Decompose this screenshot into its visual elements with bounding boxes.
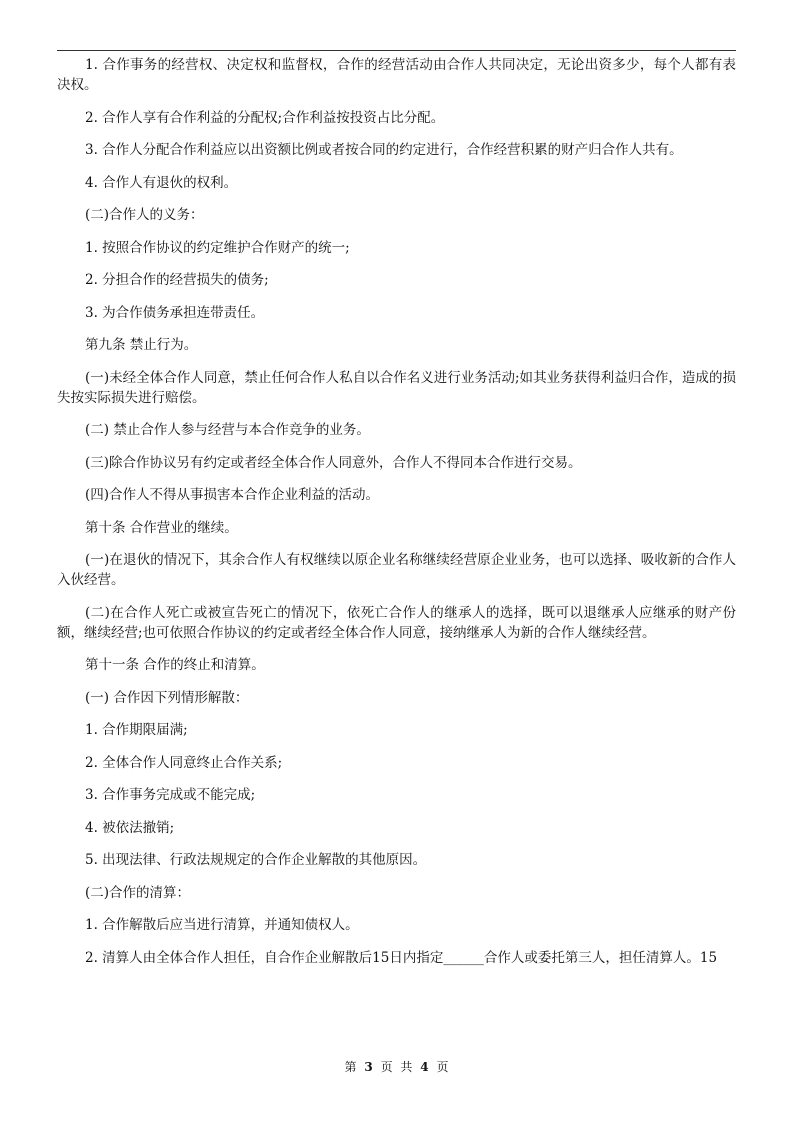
paragraph: 4. 合作人有退伙的权利。 (85, 174, 238, 191)
total-unit: 页 (436, 1060, 449, 1074)
paragraph: 4. 被依法撤销; (85, 819, 175, 836)
page-footer (0, 1058, 793, 1075)
page-number: 3 (364, 1060, 373, 1074)
paragraph: 2. 清算人由全体合作人担任，自合作企业解散后15日内指定______合作人或委托第三人，担任清算人。15 (85, 949, 718, 966)
paragraph: (一)在退伙的情况下，其余合作人有权继续以原企业名称继续经营原企业业务，也可以选择、吸收新的合作人入伙经营。 (57, 552, 736, 588)
paragraph: (一) 合作因下列情形解散： (85, 689, 249, 706)
total-pages: 4 (420, 1060, 429, 1074)
paragraph: (三)除合作协议另有约定或者经全体合作人同意外，合作人不得同本合作进行交易。 (85, 454, 582, 471)
paragraph: (四)合作人不得从事损害本合作企业利益的活动。 (85, 487, 380, 503)
paragraph: (一)未经全体合作人同意，禁止任何合作人私自以合作名义进行业务活动;如其业务获得利益归合作，造成的损失按实际损失进行赔偿。 (57, 369, 736, 406)
paragraph: (二)在合作人死亡或被宣告死亡的情况下，依死亡合作人的继承人的选择，既可以退继承人应继承的财产份额，继续经营;也可依照合作协议的约定或者经全体合作人同意，接纳继承人为新的合作人继续经营。 (57, 604, 736, 641)
page-unit: 页 (380, 1060, 393, 1074)
paragraph: 1. 合作解散后应当进行清算，并通知债权人。 (85, 917, 359, 933)
header-rule (57, 50, 736, 51)
section-heading: 第九条 禁止行为。 (85, 337, 198, 353)
paragraph: 2. 分担合作的经营损失的债务; (85, 272, 269, 288)
paragraph: 3. 合作人分配合作利益应以出资额比例或者按合同的约定进行，合作经营积累的财产归合作人共有。 (85, 142, 683, 158)
document-body (57, 55, 736, 980)
paragraph: 2. 合作人享有合作利益的分配权;合作利益按投资占比分配。 (85, 109, 445, 126)
page-label: 第 (344, 1060, 357, 1074)
paragraph: (二) 禁止合作人参与经营与本合作竞争的业务。 (85, 422, 370, 438)
paragraph: (二)合作的清算： (85, 884, 191, 901)
paragraph: 3. 合作事务完成或不能完成; (85, 787, 256, 803)
paragraph: 3. 为合作债务承担连带责任。 (85, 304, 265, 321)
section-heading: 第十条 合作营业的继续。 (85, 519, 238, 536)
paragraph: 1. 合作事务的经营权、决定权和监督权，合作的经营活动由合作人共同决定，无论出资多少，每个人都有表决权。 (57, 57, 736, 93)
paragraph: 2. 全体合作人同意终止合作关系; (85, 754, 283, 771)
paragraph: (二)合作人的义务： (85, 207, 204, 223)
paragraph: 1. 按照合作协议的约定维护合作财产的统一; (85, 239, 350, 256)
paragraph: 1. 合作期限届满; (85, 722, 188, 738)
section-heading: 第十一条 合作的终止和清算。 (85, 657, 265, 673)
total-label: 共 (400, 1060, 413, 1074)
paragraph: 5. 出现法律、行政法规规定的合作企业解散的其他原因。 (85, 852, 427, 868)
